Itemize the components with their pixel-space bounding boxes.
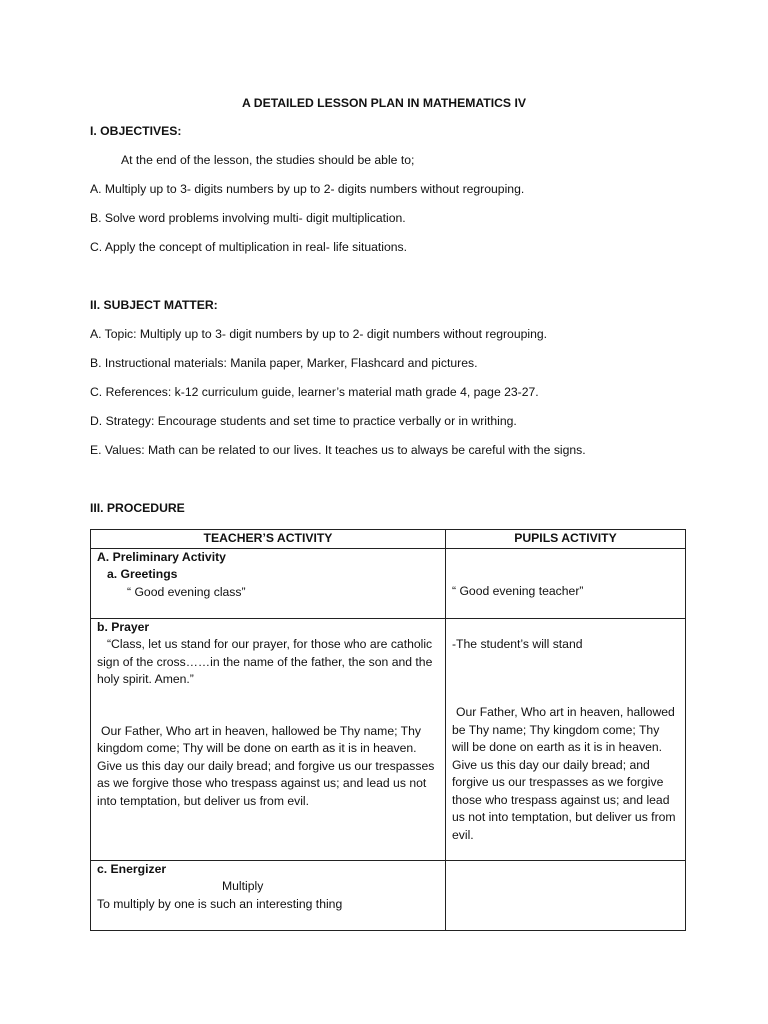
table-row <box>91 860 686 931</box>
objective-item-a: A. Multiply up to 3- digits numbers by up to 2- digits numbers without regrouping. <box>90 182 525 196</box>
objectives-heading: I. OBJECTIVES: <box>90 124 182 138</box>
pupil-cell-energizer <box>446 860 686 931</box>
subject-item-d: D. Strategy: Encourage students and set time to practice verbally or in writhing. <box>90 414 517 428</box>
objective-item-b: B. Solve word problems involving multi- digit multiplication. <box>90 211 406 225</box>
teacher-prayer-instruction: “Class, let us stand for our prayer, for those who are catholic sign of the cross……in the name of the father, the son and the holy spirit. Amen.” <box>97 637 433 686</box>
teacher-cell-preliminary <box>91 548 446 618</box>
table-row <box>91 548 686 618</box>
prayer-heading: b. Prayer <box>97 619 150 634</box>
pupil-greeting-text: “ Good evening teacher” <box>452 583 584 598</box>
preliminary-heading: A. Preliminary Activity <box>97 549 226 564</box>
teacher-greeting-text: “ Good evening class” <box>127 584 246 599</box>
subject-item-a: A. Topic: Multiply up to 3- digit numbers by up to 2- digit numbers without regrouping. <box>90 327 548 341</box>
energizer-song-title: Multiply <box>222 879 264 893</box>
document-title: A DETAILED LESSON PLAN IN MATHEMATICS IV <box>242 96 526 110</box>
objective-item-c: C. Apply the concept of multiplication in real- life situations. <box>90 240 408 254</box>
procedure-table <box>90 529 686 931</box>
pupil-prayer-text: Our Father, Who art in heaven, hallowed be Thy name; Thy kingdom come; Thy will be done on earth as it is in heaven. Give us this day our daily bread; and forgive us our trespasses as we forgive those who trespass against us; and lead us not into temptation, but deliver us from evil. <box>452 705 676 842</box>
greetings-subheading: a. Greetings <box>107 567 178 581</box>
teacher-cell-prayer <box>91 618 446 860</box>
energizer-heading: c. Energizer <box>97 861 167 876</box>
pupil-prayer-action: -The student’s will stand <box>452 636 583 651</box>
table-header-row <box>91 530 686 549</box>
subject-matter-heading: II. SUBJECT MATTER: <box>90 298 218 312</box>
procedure-heading: III. PROCEDURE <box>90 501 185 515</box>
pupils-activity-header: PUPILS ACTIVITY <box>446 530 686 549</box>
energizer-song-line: To multiply by one is such an interesting thing <box>97 896 343 911</box>
subject-item-e: E. Values: Math can be related to our lives. It teaches us to always be careful with the signs. <box>90 443 586 457</box>
teacher-activity-header: TEACHER’S ACTIVITY <box>91 530 446 549</box>
teacher-cell-energizer <box>91 860 446 931</box>
subject-item-c: C. References: k-12 curriculum guide, learner’s material math grade 4, page 23-27. <box>90 385 539 399</box>
subject-item-b: B. Instructional materials: Manila paper, Marker, Flashcard and pictures. <box>90 356 478 370</box>
teacher-prayer-text: Our Father, Who art in heaven, hallowed be Thy name; Thy kingdom come; Thy will be done on earth as it is in heaven. Give us this day our daily bread; and forgive us our trespasses as we forgive those who trespass against us; and lead us not into temptation, but deliver us from evil. <box>97 723 435 808</box>
objectives-intro: At the end of the lesson, the studies should be able to; <box>121 153 415 167</box>
pupil-cell-prayer <box>446 618 686 860</box>
table-row <box>91 618 686 860</box>
pupil-cell-preliminary <box>446 548 686 618</box>
